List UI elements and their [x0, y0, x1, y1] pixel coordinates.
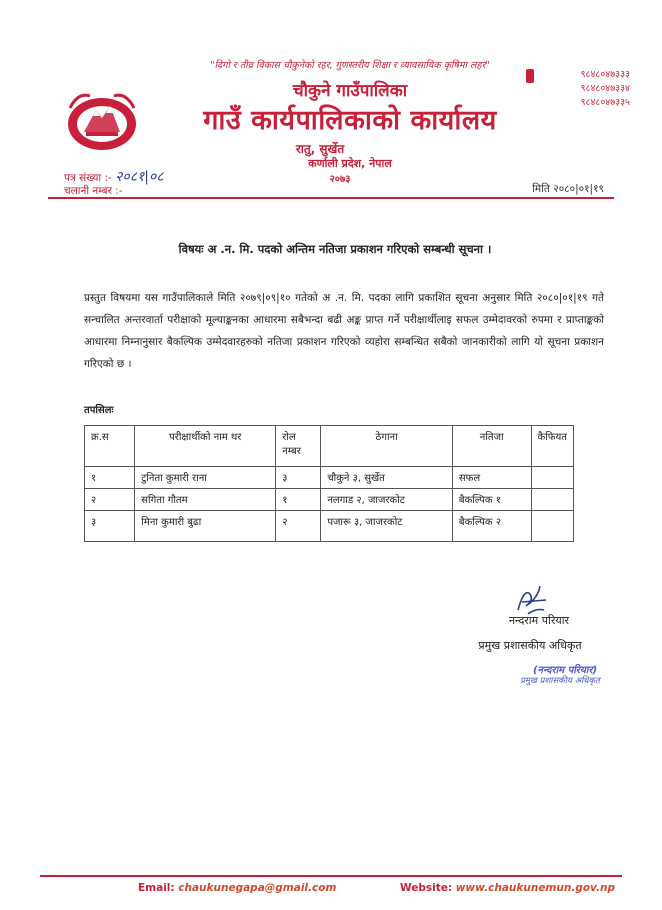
phone-number: ९८४८०४७३३३ — [580, 69, 630, 80]
dispatch-number-label: चलानी नम्बर :- — [64, 185, 123, 197]
cell-serial: ३ — [85, 511, 135, 542]
footer-website — [400, 882, 615, 894]
cell-remarks — [531, 511, 573, 542]
table-row — [85, 489, 574, 511]
letter-number-label: पत्र संख्या :- — [64, 172, 112, 184]
stamp-name: (नन्दराम परियार) — [532, 665, 598, 676]
website-label: Website: — [400, 882, 453, 894]
cell-remarks — [531, 467, 573, 489]
cell-address: नलगाड २, जाजरकोट — [321, 489, 453, 511]
col-address: ठेगाना — [321, 426, 453, 467]
cell-name: टुनिता कुमारी राना — [135, 467, 276, 489]
footer-divider — [40, 875, 622, 877]
location-line2: कर्णाली प्रदेश, नेपाल — [308, 157, 392, 170]
government-emblem — [62, 86, 142, 152]
email-label: Email: — [138, 882, 175, 894]
cell-remarks — [531, 489, 573, 511]
table-row — [85, 467, 574, 489]
stamp-title: प्रमुख प्रशासकीय अधिकृत — [520, 676, 600, 686]
col-remarks: कैफियत — [531, 426, 573, 467]
cell-roll: ३ — [276, 467, 321, 489]
cell-serial: २ — [85, 489, 135, 511]
phone-number: ९८४८०४७३३५ — [580, 97, 630, 108]
col-name: परीक्षार्थीको नाम थर — [135, 426, 276, 467]
table-row — [85, 511, 574, 542]
signatory-title: प्रमुख प्रशासकीय अधिकृत — [478, 639, 582, 652]
letter-number-value: २०८१|०८ — [115, 169, 164, 185]
notice-body: प्रस्तुत विषयमा यस गाउँपालिकाले मिति २०७९|०९|१० गतेको अ .न. मि. पदका लागि प्रकाशित सूचना अनुसार मिति २०८०|०१|१९ गते सन्चालित अन्तरवार्ता परीक्षाको मूल्याङ्कनका आधारमा सबैभन्दा बढी अङ्क प्राप्त गर्ने परीक्षार्थीलाइ सफल उम्मेदावरको रुपमा र प्राप्ताङ्कको आधारमा निम्नानुसार बैकल्पिक उम्मेदवारहरुको नतिजा प्रकाशन गरिएको व्यहोरा सम्बन्धित सबैको जानकारीको लागि यो सूचना प्रकाशन गरिएको छ । — [84, 292, 604, 370]
table-header-row — [85, 426, 574, 467]
phone-list — [540, 68, 630, 110]
cell-result: सफल — [452, 467, 531, 489]
cell-roll: १ — [276, 489, 321, 511]
cell-serial: १ — [85, 467, 135, 489]
notice-subject: विषयः अ .न. मि. पदको अन्तिम नतिजा प्रकाशन गरिएको सम्बन्धी सूचना । — [178, 242, 492, 256]
col-result: नतिजा — [452, 426, 531, 467]
cell-result: बैकल्पिक २ — [452, 511, 531, 542]
header-divider — [48, 197, 614, 199]
website-link[interactable]: www.chaukunemun.gov.np — [455, 882, 616, 894]
cell-address: पजारू ३, जाजरकोट — [321, 511, 453, 542]
cell-name: मिना कुमारी बुढा — [135, 511, 276, 542]
letter-date: मिति २०८०|०१|१९ — [532, 183, 604, 195]
col-serial: क्र.स — [85, 426, 135, 467]
phone-number: ९८४८०४७३३४ — [580, 83, 630, 94]
footer-email — [138, 882, 336, 894]
cell-result: बैकल्पिक १ — [452, 489, 531, 511]
details-label: तपसिलः — [84, 405, 114, 416]
results-table — [84, 425, 574, 542]
established-year: २०७३ — [329, 174, 351, 185]
office-slogan: "दिगो र तीव्र विकास चौकुनेको रहर, गुणस्तरीय शिक्षा र व्यावसायिक कृषिमा लहर" — [210, 60, 490, 71]
cell-name: सगिता गौतम — [135, 489, 276, 511]
signatory-name: नन्दराम परियार — [508, 614, 570, 627]
col-roll: रोल नम्बर — [276, 426, 321, 467]
phone-icon — [526, 69, 534, 83]
location-line1: रातु, सुर्खेत — [295, 142, 345, 156]
municipality-name: चौकुने गाउँपालिका — [292, 81, 408, 101]
office-title: गाउँ कार्यपालिकाको कार्यालय — [203, 105, 497, 136]
email-link[interactable]: chaukunegapa@gmail.com — [178, 882, 337, 894]
cell-roll: २ — [276, 511, 321, 542]
cell-address: चौकुने ३, सुर्खेत — [321, 467, 453, 489]
